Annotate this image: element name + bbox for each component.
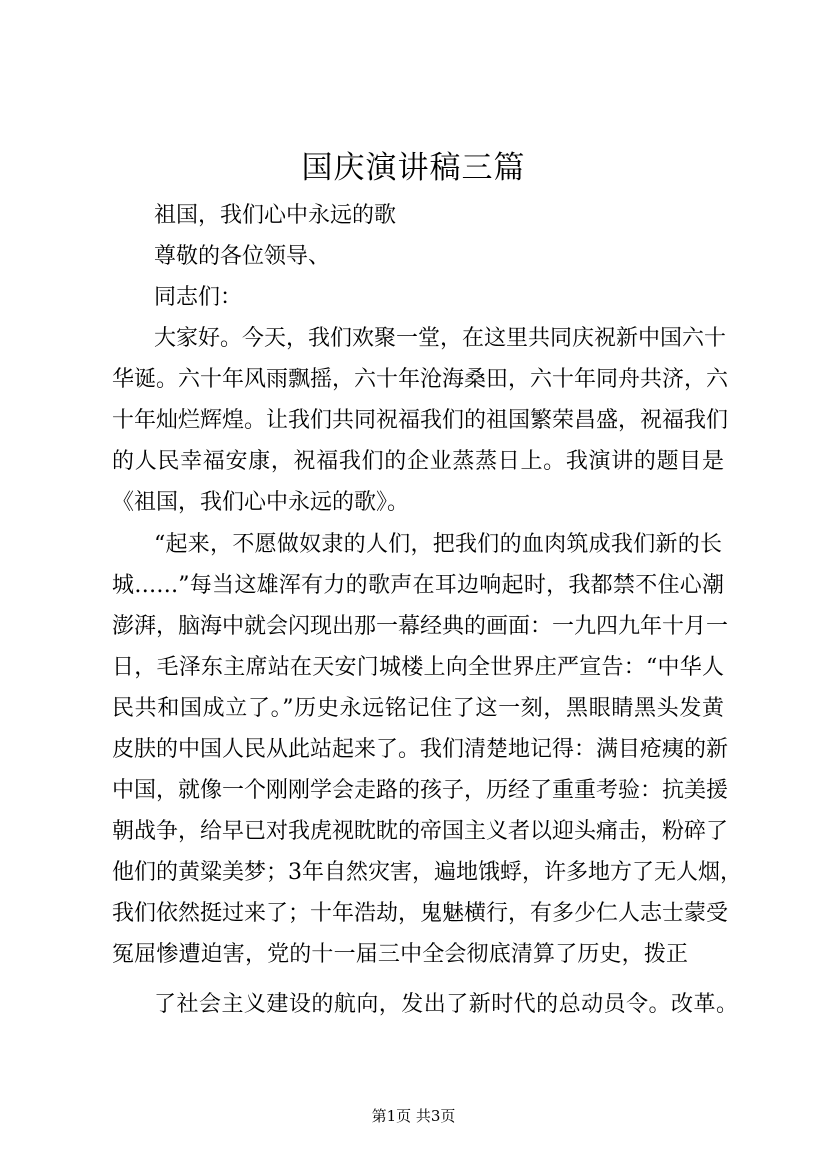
paragraph-line: 城……”每当这雄浑有力的歌声在耳边响起时，我都禁不住心潮 [112, 573, 724, 598]
paragraph-line: 冤屈惨遭迫害，党的十一届三中全会彻底清算了历史，拨正 [112, 942, 688, 967]
paragraph-line: 了社会主义建设的航向，发出了新时代的总动员令。改革。 [154, 992, 738, 1017]
paragraph-line: 《祖国，我们心中永远的歌》。 [112, 490, 410, 515]
paragraph-line: 我们依然挺过来了；十年浩劫，鬼魅横行，有多少仁人志士蒙受 [112, 901, 729, 926]
paragraph-line: 澎湃，脑海中就会闪现出那一幕经典的画面：一九四九年十月一 [112, 614, 729, 639]
paragraph-line: 日，毛泽东主席站在天安门城楼上向全世界庄严宣告：“中华人 [112, 655, 724, 680]
salutation-line: 尊敬的各位领导、 [154, 244, 331, 269]
paragraph-line: 民共和国成立了。”历史永远铭记住了这一刻，黑眼睛黑头发黄 [112, 696, 724, 721]
paragraph-line: 的人民幸福安康，祝福我们的企业蒸蒸日上。我演讲的题目是 [112, 449, 724, 474]
paragraph-line: 皮肤的中国人民从此站起来了。我们清楚地记得：满目疮痍的新 [112, 737, 729, 762]
paragraph-line: 十年灿烂辉煌。让我们共同祝福我们的祖国繁荣昌盛，祝福我们 [112, 408, 729, 433]
paragraph-line: “起来，不愿做奴隶的人们，把我们的血肉筑成我们新的长 [154, 532, 722, 557]
document-title: 国庆演讲稿三篇 [301, 150, 526, 186]
paragraph-line: 他们的黄粱美梦；3年自然灾害，遍地饿蜉，许多地方了无人烟， [112, 860, 742, 885]
subtitle-line: 祖国，我们心中永远的歌 [154, 203, 397, 228]
paragraph-line: 大家好。今天，我们欢聚一堂，在这里共同庆祝新中国六十 [154, 326, 727, 351]
page-footer: 第1页 共3页 [371, 1107, 456, 1125]
paragraph-line: 华诞。六十年风雨飘摇，六十年沧海桑田，六十年同舟共济，六 [112, 367, 729, 392]
salutation-line: 同志们： [154, 285, 243, 310]
paragraph-line: 朝战争，给早已对我虎视眈眈的帝国主义者以迎头痛击，粉碎了 [112, 819, 729, 844]
paragraph-line: 中国，就像一个刚刚学会走路的孩子，历经了重重考验：抗美援 [112, 778, 729, 803]
